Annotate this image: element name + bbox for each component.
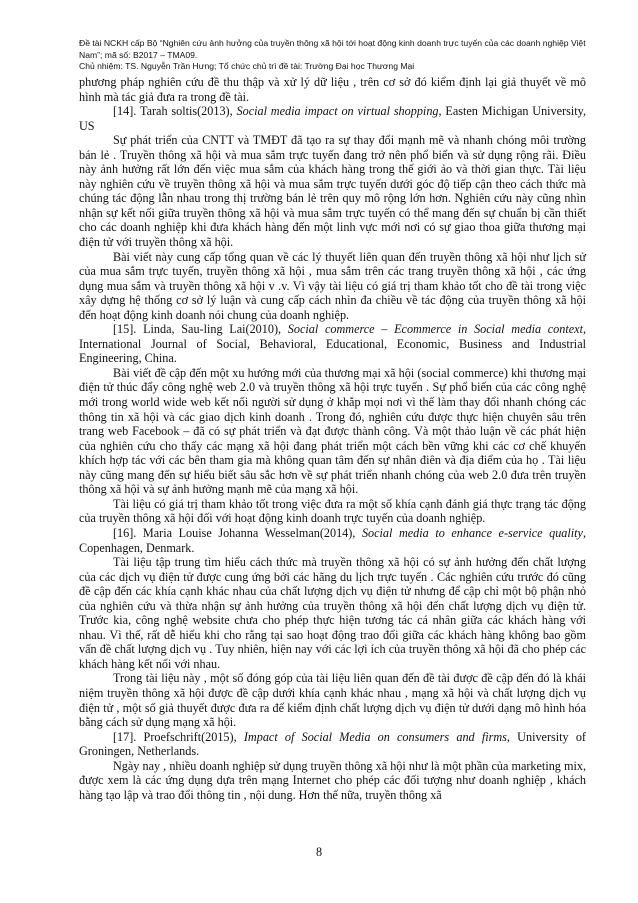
page-number: 8 [315, 845, 323, 859]
paragraph: phương pháp nghiên cứu đề thu thập và xử lý dữ liệu , trên cơ sở đó kiểm định lại giả thuyết về mô hình mà tác giả đưa ra trong đề tài. [79, 75, 586, 104]
reference-15-authors: [15]. Linda, Sau-ling Lai(2010), [113, 322, 288, 337]
paragraph: Trong tài liệu này , một số đóng góp của tài liệu liên quan đến đề tài được đề cập đến đó là khái niệm truyền thông xã hội được đề cập dưới khía cạnh khác nhau , mạng xã hội và chất lượng dịch vụ điện tử , một số giả thuyết được đưa ra để kiểm định chất lượng dịch vụ điện tử dưới dạng mô hình hóa bằng cách sử dụng mạng xã hội. [79, 671, 586, 730]
paragraph: Tài liệu tập trung tìm hiểu cách thức mà truyền thông xã hội có sự ảnh hưởng đến chất lượng của các dịch vụ điện tử được cung ứng bởi các hãng du lịch trực tuyến . Các nghiên cứu trước đó cũng đề cập đến các khía cạnh khác nhau của chất lượng dịch vụ điện tử nhưng để cập chỉ một bộ phận nhỏ của nghiên cứu và thừa nhận sự ảnh hưởng của truyền thông xã hội đến chất lượng dịch vụ điện tử. Trước kia, công nghệ website chưa cho phép thực hiện tương tác cá nhân giữa các khách hàng với nhau. Vì thế, rất dễ hiểu khi cho rằng tại sao hoạt động trao đổi giữa các khách hàng không bao gồm vấn đề chất lượng dịch vụ . Tuy nhiên, hiện nay với các lợi ích của truyền thông xã hội đã cho phép các khách hàng kết nối với nhau. [79, 555, 586, 671]
reference-16 [79, 526, 586, 555]
reference-14-authors: [14]. Tarah soltis(2013), [113, 104, 237, 119]
paragraph: Bài viết đề cập đến một xu hướng mới của thương mại xã hội (social commerce) khi thương mại điện tử thúc đẩy công nghệ web 2.0 và truyền thông xã hội trực tuyến . Sự phổ biến của các công nghệ mới trong world wide web kết nối người sử dụng ở khắp mọi nơi vì thế làm thay đổi nhanh chóng các thông tin xã hội và các giao dịch kinh doanh . Trong đó, nghiên cứu được thực hiện chuyên sâu trên trang web Facebook – đã có sự phát triển và đạt được thành công. Và một thảo luận về các phát hiện của nghiên cứu cho thấy các mạng xã hội đang phát triển một cách bền vững khi các cơ chế khuyến khích hợp tác với các bên tham gia mà không quan tâm đến sự nhân điên và địa điểm của họ . Tài liệu này cũng mang đến sự hiểu biết sâu sắc hơn về sự phát triển nhanh chóng của web 2.0 đưa trên truyền thông xã hội và sự ảnh hưởng mạnh mẽ của mạng xã hội. [79, 365, 586, 497]
reference-15-source: , International Journal of Social, Behavioral, Educational, Economic, Business and Industrial Engineering, China. [79, 322, 587, 366]
reference-17-title: Impact of Social Media on consumers and firms [243, 729, 507, 744]
reference-15 [79, 322, 586, 366]
header-project-line: Đề tài NCKH cấp Bộ “Nghiên cứu ảnh hưởng của truyền thông xã hội tới hoạt động kinh doanh trực tuyến của các doanh nghiệp Việt Nam”; mã số: B2017 – TMA09. [79, 38, 586, 60]
paragraph: Ngày nay , nhiều doanh nghiệp sử dụng truyền thông xã hội như là một phần của marketing mix, được xem là các ứng dụng dựa trên mạng Internet cho phép các đối tượng như doanh nghiệp , khách hàng tạo lập và trao đổi thông tin , nội dung. Hơn thế nữa, truyền thông xã [79, 758, 586, 802]
reference-14 [79, 104, 586, 133]
paragraph: Sự phát triển của CNTT và TMĐT đã tạo ra sự thay đổi mạnh mẽ và nhanh chóng môi trường bán lẻ . Truyền thông xã hội và mua sắm trực tuyến đang trở nên phổ biến và sử dụng rộng rãi. Điều này ảnh hưởng rất lớn đến việc mua sắm của khách hàng trong thế giới ảo và thời gian thực. Tài liệu này nghiên cứu về truyền thông xã hội và mua sắm trực tuyến dưới góc độ tiếp cận theo cách thức mà chúng tác động lẫn nhau trong thị trường bán lẻ trên quy mô rộng lớn hơn. Nghiên cứu này cũng nhìn nhận sự kết nối giữa truyền thông xã hội và mua sắm trực tuyến có thể mang đến sự chuẩn bị cần thiết cho các doanh nghiệp khi đưa khách hàng đến một linh vực mới nơi có sự giao thoa giữa thương mại điện tử với truyền thông xã hội. [79, 133, 586, 250]
reference-16-source: , Copenhagen, Denmark. [79, 525, 586, 555]
paragraph: Tài liệu có giá trị tham khảo tốt trong việc đưa ra một số khía cạnh đánh giá thực trạng tác động của truyền thông xã hội đối với hoạt động kinh doanh trực tuyến của doanh nghiệp. [79, 496, 586, 526]
header-leader-line: Chủ nhiệm: TS. Nguyễn Trần Hưng; Tổ chức chủ trì đề tài: Trường Đại học Thương Mại [79, 61, 415, 72]
page-header [79, 38, 599, 73]
reference-16-authors: [16]. Maria Louise Johanna Wesselman(2014), [113, 525, 362, 540]
paragraph: Bài viết này cung cấp tổng quan về các lý thuyết liên quan đến truyền thông xã hội như lịch sử của mua sắm trực tuyến, truyền thông xã hội , mua sắm trên các trang truyền thông xã hội , các ứng dụng mua sắm và truyền thông xã hội v .v. Vì vậy tài liệu có giá trị tham khảo tốt cho đề tài trong việc xây dựng hệ thống cơ sở lý luận và cung cấp cách nhìn đa chiều về tác động của truyền thông xã hội đến hoạt động kinh doanh nói chung của doanh nghiệp. [79, 249, 586, 322]
reference-16-title: Social media to enhance e-service quality [361, 525, 583, 540]
reference-14-source: , Easten Michigan University, US [79, 104, 586, 133]
reference-17-authors: [17]. Proefschrift(2015), [113, 729, 244, 744]
reference-17-source: , University of Groningen, Netherlands. [79, 729, 586, 759]
reference-14-title: Social media impact on virtual shopping [236, 104, 439, 119]
reference-15-title: Social commerce – Ecommerce in Social media context [287, 322, 583, 337]
reference-17 [79, 730, 586, 759]
body-text [79, 75, 586, 802]
